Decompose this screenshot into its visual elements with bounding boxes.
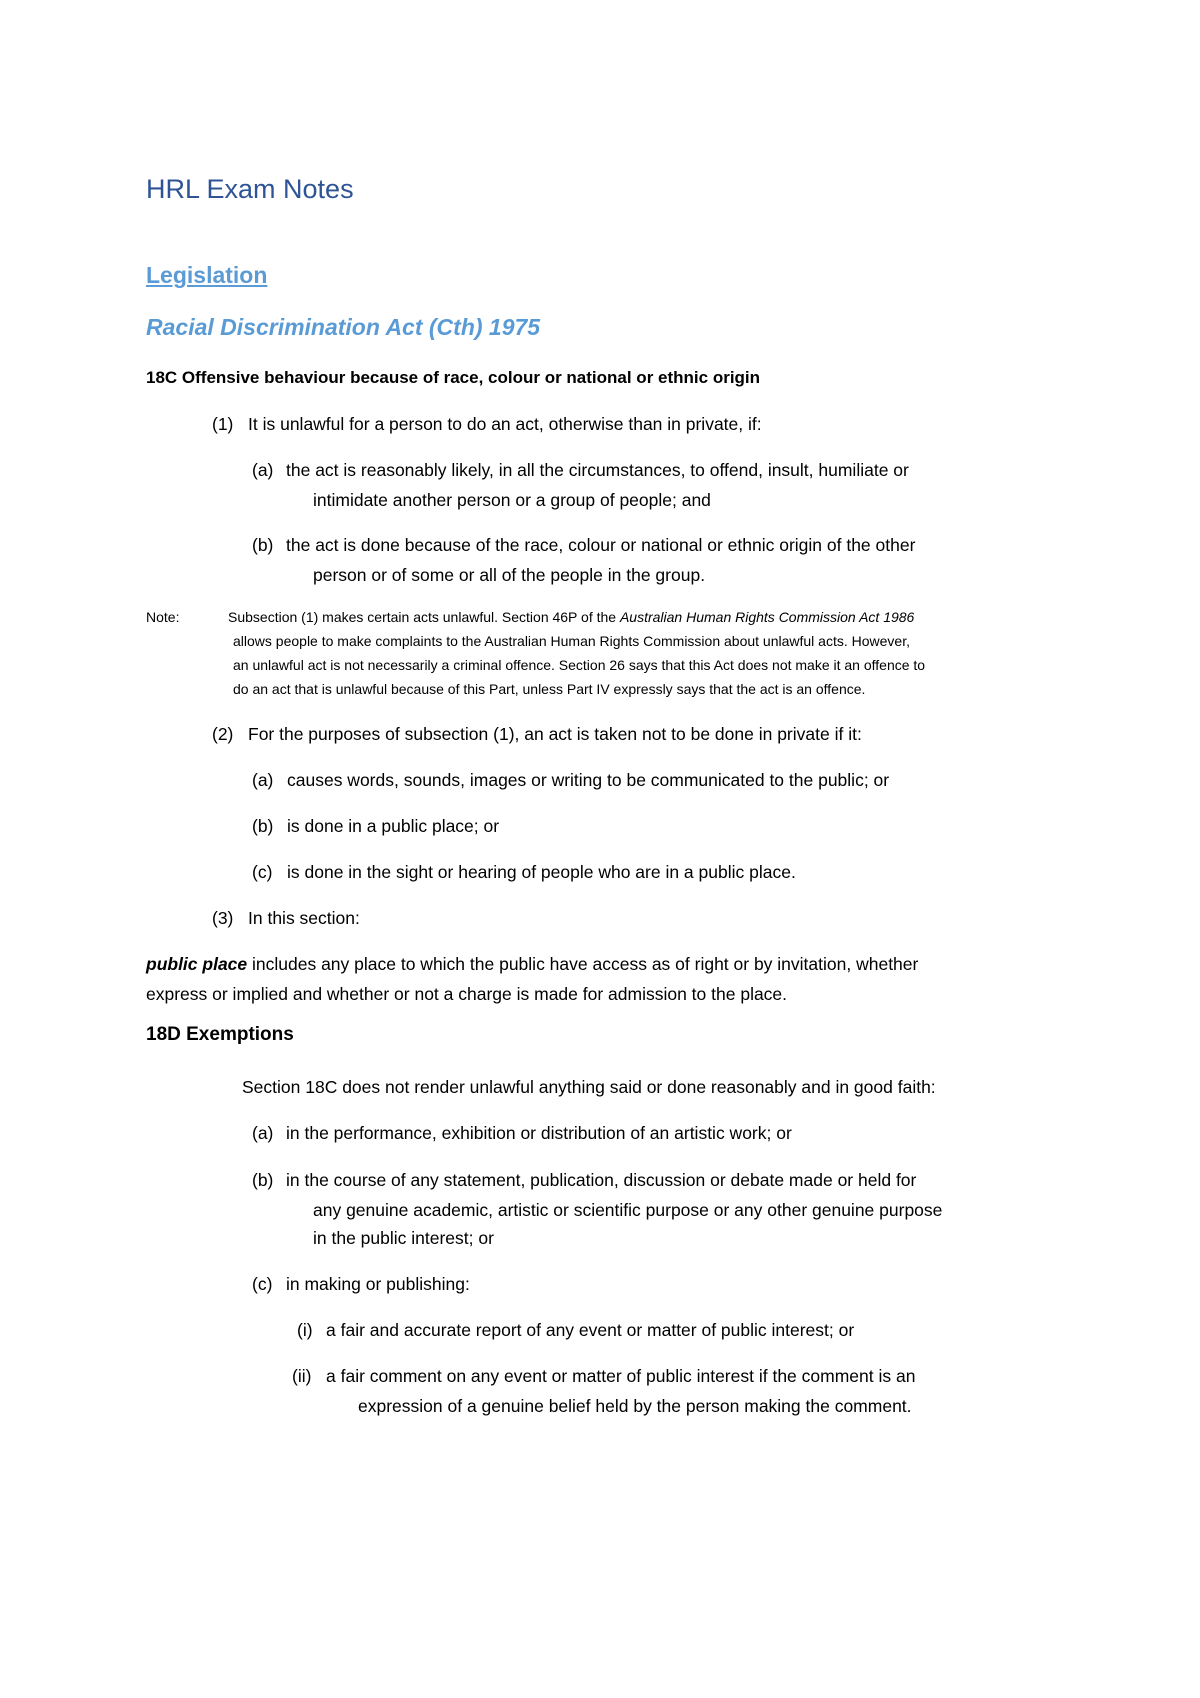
paragraph-1b-number: (b)	[252, 535, 274, 555]
subsection-3-text: In this section:	[248, 908, 360, 928]
subsection-3-number: (3)	[212, 908, 234, 928]
section-18d-intro: Section 18C does not render unlawful anything said or done reasonably and in good faith:	[242, 1077, 936, 1097]
exemption-c-i-number: (i)	[297, 1320, 313, 1340]
note-line4: do an act that is unlawful because of this Part, unless Part IV expressly says that the act is an offence.	[233, 681, 866, 697]
legislation-heading: Legislation	[146, 262, 268, 288]
exemption-a-text: in the performance, exhibition or distribution of an artistic work; or	[286, 1123, 792, 1143]
exemption-c-i-text: a fair and accurate report of any event or matter of public interest; or	[326, 1320, 855, 1340]
definition-line2: express or implied and whether or not a charge is made for admission to the place.	[146, 984, 788, 1004]
note-line1	[228, 609, 914, 625]
paragraph-2b-text: is done in a public place; or	[287, 816, 500, 836]
exemption-b-number: (b)	[252, 1170, 274, 1190]
exemption-b-line3: in the public interest; or	[313, 1228, 494, 1248]
exemption-c-ii-line2: expression of a genuine belief held by the person making the comment.	[358, 1396, 912, 1416]
subsection-2-number: (2)	[212, 724, 234, 744]
exemption-c-text: in making or publishing:	[286, 1274, 470, 1294]
paragraph-2b-number: (b)	[252, 816, 274, 836]
paragraph-2a-number: (a)	[252, 770, 274, 790]
exemption-b-line2: any genuine academic, artistic or scientific purpose or any other genuine purpose	[313, 1200, 943, 1220]
subsection-1-number: (1)	[212, 414, 234, 434]
paragraph-1b-line2: person or of some or all of the people in the group.	[313, 565, 706, 585]
exemption-b-line1: in the course of any statement, publication, discussion or debate made or held for	[286, 1170, 917, 1190]
paragraph-2a-text: causes words, sounds, images or writing to be communicated to the public; or	[287, 770, 890, 790]
note-line3: an unlawful act is not necessarily a criminal offence. Section 26 says that this Act does not make it an offence to	[233, 657, 926, 673]
note-line1-text: Subsection (1) makes certain acts unlawful. Section 46P of the	[228, 609, 620, 625]
defined-term: public place	[146, 954, 248, 974]
paragraph-2c-text: is done in the sight or hearing of people who are in a public place.	[287, 862, 796, 882]
paragraph-1a-line2: intimidate another person or a group of people; and	[313, 490, 711, 510]
exemption-a-number: (a)	[252, 1123, 274, 1143]
act-heading: Racial Discrimination Act (Cth) 1975	[146, 314, 541, 340]
subsection-2-text: For the purposes of subsection (1), an act is taken not to be done in private if it:	[248, 724, 862, 744]
paragraph-1a-line1: the act is reasonably likely, in all the circumstances, to offend, insult, humiliate or	[286, 460, 909, 480]
paragraph-2c-number: (c)	[252, 862, 273, 882]
exemption-c-ii-number: (ii)	[292, 1366, 312, 1386]
note-label: Note:	[146, 609, 180, 625]
exemption-c-number: (c)	[252, 1274, 273, 1294]
note-line2: allows people to make complaints to the Australian Human Rights Commission about unlawful acts. However,	[233, 633, 910, 649]
paragraph-1b-line1: the act is done because of the race, colour or national or ethnic origin of the other	[286, 535, 916, 555]
definition-line1	[146, 954, 918, 975]
section-18c-heading: 18C Offensive behaviour because of race, colour or national or ethnic origin	[146, 368, 761, 387]
paragraph-1a-number: (a)	[252, 460, 274, 480]
exemption-c-ii-line1: a fair comment on any event or matter of public interest if the comment is an	[326, 1366, 916, 1386]
definition-line1-text: includes any place to which the public have access as of right or by invitation, whether	[247, 954, 919, 974]
document-title: HRL Exam Notes	[146, 174, 354, 204]
section-18d-heading: 18D Exemptions	[146, 1024, 294, 1045]
note-act-title: Australian Human Rights Commission Act 1986	[619, 609, 915, 625]
subsection-1-text: It is unlawful for a person to do an act, otherwise than in private, if:	[248, 414, 762, 434]
